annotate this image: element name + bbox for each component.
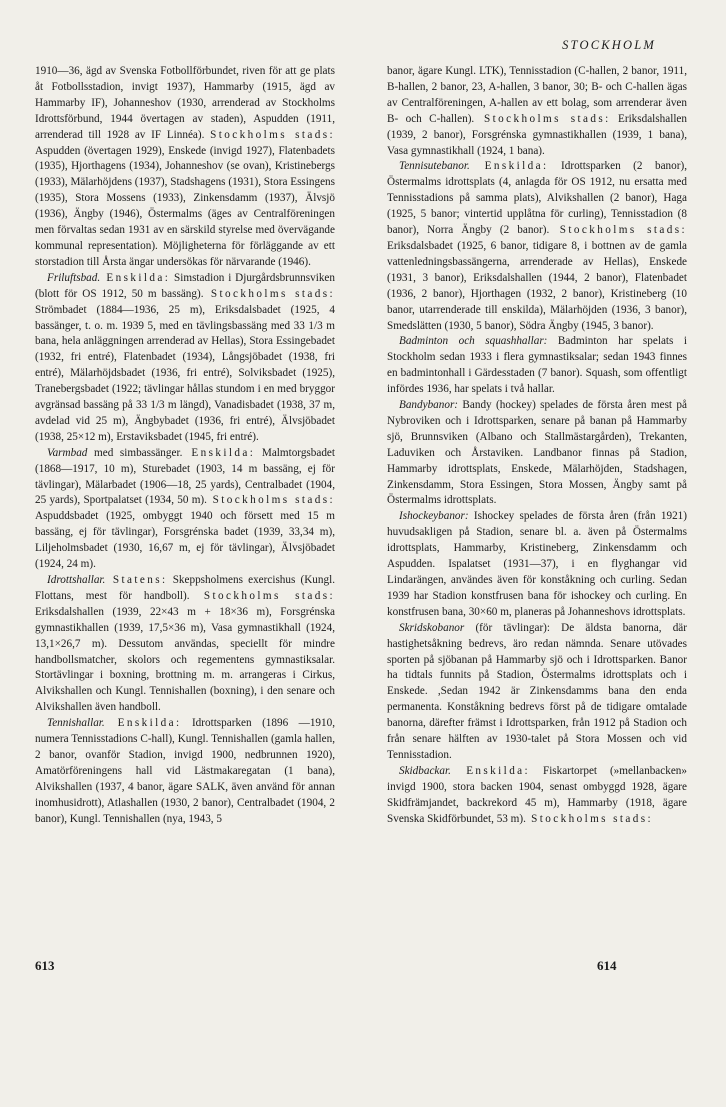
page-number-right: 614 [597,958,617,973]
paragraph-friluftsbad: Friluftsbad. Enskilda: Simstadion i Djurgårdsbrunnsviken (blott för OS 1912, 50 m bassäng). Stockholms stads: Strömbadet (1884—1936, 25 m), Eriksdalsbadet (1925, 4 bassänger, t. o. m. 1939 5, med en tävlingsbassäng med 33 1/3 m bana, hela anläggningen arrenderad av Hellas), Stora Essingebadet (1932, fri entré), Flatenbadet (1934), Långsjöbadet (1938, fri entré), Mälarhöjdsbadet (1936, fri entré), Solviksbadet (1925), Tranebergsbadet (1922; tävlingar hållas stundom i en med bryggor avgränsad bassäng på 33 1/3 m längd), Vanadisbadet (1938, 37 m, avdelad vid 25 m), Ängbybadet (1936, fri entré), Älvsjöbadet (1938, 25×12 m), Erstaviksbadet (1945, fri entré). [35,271,335,443]
left-column [35,64,335,828]
running-title: STOCKHOLM [562,38,656,52]
page-number-left: 613 [35,958,55,973]
paragraph-skridskobanor: Skridskobanor (för tävlingar): De äldsta banorna, där hastighetsåkning bedrevs, äro redan nämnda. Senare utövades sporten på sjöbanan på Hammarby sjö och i Idrottsparken. Banor ha tidtals funnits på Stadion, Östermalms idrottsplats och i Enskede. ,Sedan 1942 är Zinkensdamms bana den enda permanenta. Konståkning bedrevs först på de tidigare omtalade banorna, därefter främst i Idrottsparken, från 1912 på Stadion och från senare hälften av 1930-talet på Stora Mossen och vid Tennisstadion. [387,621,687,761]
paragraph-tennishallar-cont: banor, ägare Kungl. LTK), Tennisstadion (C-hallen, 2 banor, 1911, B-hallen, 2 banor, 23, A-hallen, 3 banor, 30; B- och C-hallen ägas av Centralföreningen, A-hallen av ett bolag, som arrenderar även B- och C-hallen). Stockholms stads: Eriksdalshallen (1939, 2 banor), Forsgrénska gymnastikhallen (1939, 1 bana), Vasa gymnastikhall (1924, 1 bana). [387,65,687,157]
paragraph-badminton: Badminton och squashhallar: Badminton har spelats i Stockholm sedan 1933 i flera gymnastiksalar; sedan 1943 finnes en badmintonhall i Gärdesstaden (7 banor). Squash, som offentligt infördes 1936, har spelats i två hallar. [387,335,687,396]
paragraph-stadiums-cont: 1910—36, ägd av Svenska Fotbollförbundet, riven för att ge plats åt Fotbollsstadion, invigt 1937), Hammarby (1915, ägd av Hammarby IF), Johanneshov (1930, arrenderad av Stockholms Idrottsförbund, 1944 övertagen av staden), Aspudden (1911, arrenderad till 1928 av IF Linnéa). Stockholms stads: Aspudden (övertagen 1929), Enskede (invigd 1927), Flatenbadets (1935), Hjorthagens (1934), Johanneshov (se ovan), Kristinebergs (1933), Mälarhöjdens (1937), Stadshagens (1931), Stora Essingens (1935), Stora Mossens (1933), Zinkensdamm (1937), Älvsjö (1936), Ängby (1946), Östermalms (äges av Centralföreningen men förvaltas sedan 1931 av en särskild styrelse med övervägande kommunal representation). Möjligheterna för förläggande av ett storstadion till Årsta ängar undersökas för närvarande (1946). [35,65,336,268]
paragraph-bandybanor: Bandybanor: Bandy (hockey) spelades de första åren mest på Nybroviken och i Idrottsparken, senare på banan på Hammarby sjö, Brunnsviken (Albano och Stallmästargården), Trekanten, Laduviken och Årstaviken. Landbanor finnas på Stadion, Hammarby idrottsplats, Enskede, Mälarhöjden, Stadshagen, Zinkensdamm, Stora Essingen, Stora Mossen, Ängby samt på Östermalms idrottsplats. [387,399,687,507]
right-column [387,64,687,828]
paragraph-ishockeybanor: Ishockeybanor: Ishockey spelades de första åren (från 1921) huvudsakligen på Stadion, senare bl. a. även på Östermalms idrottsplats, Hammarby, Kristineberg, Zinkensdamm och Aspudden. Ispalatset (1931—37), i en flyghangar vid Lindarängen, användes även för konståkning och curling. Sedan 1939 har Stadion konstfrusen bana för ishockey och curling. En konstfrusen bana, 30×60 m, planeras på Johanneshovs idrottsplats. [387,510,687,618]
paragraph-idrottshallar: Idrottshallar. Statens: Skeppsholmens exercishus (Kungl. Flottans, mest för handboll). Stockholms stads: Eriksdalshallen (1939, 22×43 m + 18×36 m), Forsgrénska gymnastikhallen (1939, 17,5×36 m), Vasa gymnastikhall (1924, 13,1×26,7 m). Dessutom användas, speciellt för mindre handbollsmatcher, skolors och regementens gymnastiksalar. Stortävlingar i boxning, brottning m. m. arrangeras i Cirkus, Alvikshallen och Kungl. Tennishallen (boxning), i den senare och Alvikshallen även handboll. [35,574,335,714]
paragraph-skidbackar: Skidbackar. Enskilda: Fiskartorpet (»mellanbacken» invigd 1900, stora backen 1904, senast ombyggd 1928, ägare Skidfrämjandet, backrekord 45 m), Hammarby (1918, ägare Svenska Skidförbundet, 53 m). Stockholms stads: [387,764,687,825]
paragraph-tennishallar: Tennishallar. Enskilda: Idrottsparken (1896 —1910, numera Tennisstadions C-hall), Kungl. Tennishallen (gamla hallen, 2 banor, ovanför Stadion, invigd 1900, nedbrunnen 1920), Amatörföreningens hall vid Lästmakaregatan (1 bana), Alvikshallen (1937, 4 banor, ägare SALK, även använd för annan inomhusidrott), Atlashallen (1930, 2 banor), Centralbadet (1904, 2 banor), Kungl. Tennishallen (nya, 1943, 5 [35,717,336,825]
paragraph-varmbad: Varmbad med simbassänger. Enskilda: Malmtorgsbadet (1868—1917, 10 m), Sturebadet (1903, 14 m bassäng, ej för tävlingar), Mälarbadet (1906—18, 25 yards), Centralbadet (1904, 25 yards), Sportpalatset (1934, 50 m). Stockholms stads: Aspuddsbadet (1925, ombyggt 1940 och försett med 15 m bassäng, ej för tävlingar), Forsgrénska badet (1939, 33,34 m), Liljeholmsbadet (1930, 16,67 m, ej för tävlingar), Älvsjöbadet (1924, 24 m). [35,446,336,571]
paragraph-tennisutebanor: Tennisutebanor. Enskilda: Idrottsparken (2 banor), Östermalms idrottsplats (4, anlagda för OS 1912, nu ersatta med Tennisstadions på samma plats), Alvikshallen (2 banor), Haga (1925, 5 banor; vintertid upplåtna för curling), Tennisstadion (8 banor), Norra Ängby (2 banor). Stockholms stads: Eriksdalsbadet (1925, 6 banor, tidigare 8, i bottnen av de gamla vattenledningsbassängerna, arrenderade av Hellas), Enskede (1931, 3 banor), Eriksdalshallen (1944, 2 banor), Flatenbadet (1936, 2 banor), Hjorthagen (1932, 2 banor), Kristineberg (10 banor, utarrenderade till enskilda), Mälarhöjden (1936, 3 banor), Smedslätten (1930, 5 banor), Södra Ängby (1945, 3 banor). [387,160,687,332]
